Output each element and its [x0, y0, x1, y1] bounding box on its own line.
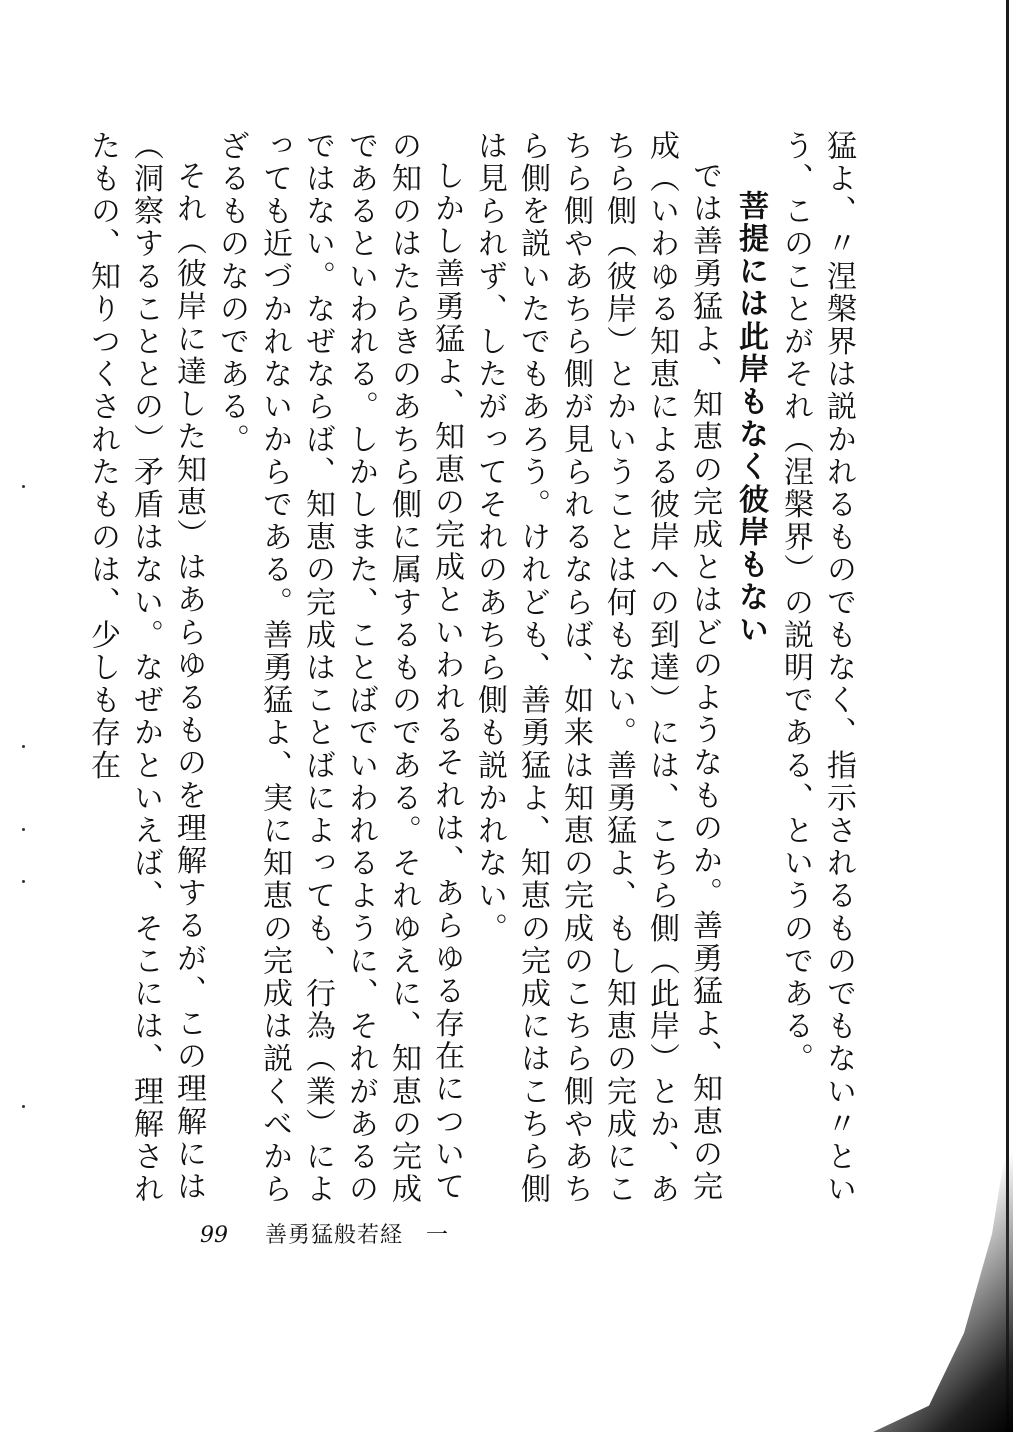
- running-title: 善勇猛般若経 一: [265, 1223, 450, 1248]
- paragraph-continuation: 猛よ、〃涅槃界は説かれるものでもなく、指示されるものでもない〃という、このことがそれ（涅槃界）の説明である、というのである。: [778, 130, 856, 1206]
- paragraph: しかし善勇猛よ、知恵の完成といわれるそれは、あらゆる存在についての知のはたらきのあちら側に属するものである。それゆえに、知恵の完成であるといわれる。しかしまた、ことばでいわれるように、それがあるのではない。なぜならば、知恵の完成はことばによっても、行為（業）によっても近づかれないからである。善勇猛よ、実に知恵の完成は説くべからざるものなのである。: [214, 130, 464, 1206]
- page-footer: [200, 1218, 449, 1249]
- scan-speck: [22, 485, 25, 488]
- page-number: 99: [200, 1223, 228, 1248]
- scan-speck: [22, 1105, 25, 1108]
- scan-speck: [22, 880, 25, 883]
- section-heading: 菩提には此岸もなく彼岸もない: [733, 190, 768, 647]
- binding-shadow: [873, 1102, 1013, 1432]
- vertical-text-body: [85, 130, 860, 1210]
- paragraph: では善勇猛よ、知恵の完成とはどのようなものか。善勇猛よ、知恵の完成（いわゆる知恵による彼岸への到達）には、こちら側（此岸）とか、あちら側（彼岸）とかいうことは何もない。善勇猛よ、もし知恵の完成にこちら側やあちら側が見られるならば、如来は知恵の完成のこちら側やあちら側を説いたでもあろう。けれども、善勇猛よ、知恵の完成にはこちら側は見られず、したがってそれのあちら側も説かれない。: [472, 130, 722, 1206]
- scan-speck: [22, 828, 25, 831]
- paragraph: それ（彼岸に達した知恵）はあらゆるものを理解するが、この理解には（洞察することとの）矛盾はない。なぜかといえば、そこには、理解されたもの、知りつくされたものは、少しも存在: [85, 130, 206, 1206]
- scan-speck: [22, 745, 25, 748]
